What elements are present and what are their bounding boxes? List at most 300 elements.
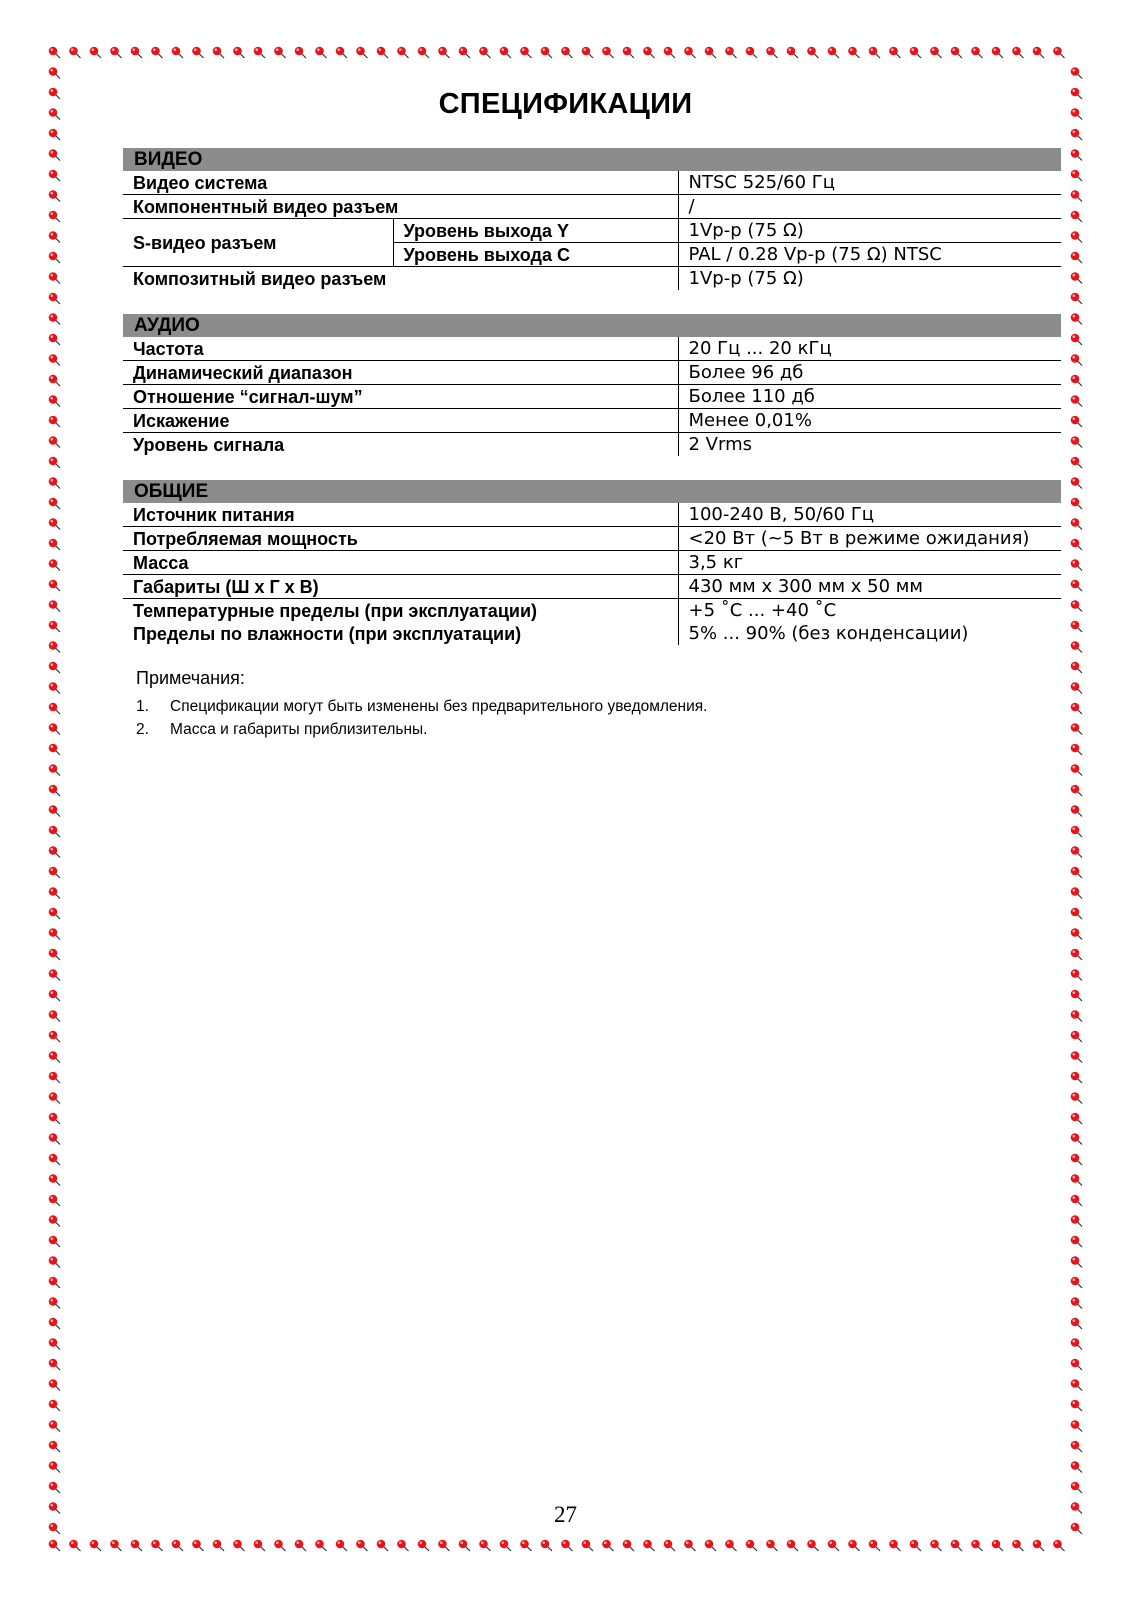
lollipop-icon xyxy=(1071,621,1082,632)
spec-value: / xyxy=(678,195,1061,219)
lollipop-icon xyxy=(1071,129,1082,140)
lollipop-icon xyxy=(1071,1338,1082,1349)
lollipop-icon xyxy=(1071,1072,1082,1083)
lollipop-icon xyxy=(1071,682,1082,693)
lollipop-icon xyxy=(295,47,306,58)
lollipop-icon xyxy=(459,47,470,58)
lollipop-icon xyxy=(377,47,388,58)
lollipop-icon xyxy=(1071,785,1082,796)
lollipop-icon xyxy=(49,1113,60,1124)
lollipop-icon xyxy=(1071,1051,1082,1062)
lollipop-icon xyxy=(1071,641,1082,652)
lollipop-icon xyxy=(49,1031,60,1042)
specifications-table xyxy=(123,148,1061,669)
lollipop-icon xyxy=(889,1540,900,1551)
lollipop-icon xyxy=(49,47,60,58)
lollipop-icon xyxy=(1071,805,1082,816)
lollipop-icon xyxy=(828,1540,839,1551)
table-row xyxy=(123,551,1061,575)
spec-value: 1Vp-p (75 Ω) xyxy=(678,219,1061,243)
lollipop-icon xyxy=(49,723,60,734)
spec-value: 20 Гц ... 20 кГц xyxy=(678,337,1061,361)
lollipop-icon xyxy=(49,149,60,160)
lollipop-icon xyxy=(1071,1379,1082,1390)
lollipop-icon xyxy=(49,949,60,960)
lollipop-icon xyxy=(479,47,490,58)
lollipop-icon xyxy=(49,1277,60,1288)
spec-value: +5 ˚C ... +40 ˚C xyxy=(678,599,1061,623)
lollipop-icon xyxy=(889,47,900,58)
lollipop-icon xyxy=(151,1540,162,1551)
lollipop-icon xyxy=(643,1540,654,1551)
lollipop-icon xyxy=(479,1540,490,1551)
lollipop-icon xyxy=(49,1236,60,1247)
note-number: 2. xyxy=(136,721,149,738)
lollipop-icon xyxy=(971,47,982,58)
section-header-general: ОБЩИЕ xyxy=(123,480,1061,503)
spec-value: 100-240 В, 50/60 Гц xyxy=(678,503,1061,527)
lollipop-icon xyxy=(951,47,962,58)
lollipop-icon xyxy=(254,1540,265,1551)
lollipop-icon xyxy=(1053,1540,1064,1551)
lollipop-icon xyxy=(49,395,60,406)
lollipop-icon xyxy=(520,47,531,58)
lollipop-icon xyxy=(930,47,941,58)
lollipop-icon xyxy=(49,928,60,939)
page-title: СПЕЦИФИКАЦИИ xyxy=(438,88,693,120)
lollipop-icon xyxy=(49,764,60,775)
lollipop-icon xyxy=(49,457,60,468)
lollipop-icon xyxy=(49,1318,60,1329)
lollipop-icon xyxy=(49,498,60,509)
lollipop-icon xyxy=(49,436,60,447)
lollipop-icon xyxy=(69,47,80,58)
lollipop-icon xyxy=(1071,1113,1082,1124)
lollipop-icon xyxy=(110,47,121,58)
lollipop-icon xyxy=(274,1540,285,1551)
lollipop-icon xyxy=(49,1215,60,1226)
lollipop-icon xyxy=(1071,293,1082,304)
lollipop-icon xyxy=(274,47,285,58)
lollipop-icon xyxy=(295,1540,306,1551)
table-row xyxy=(123,385,1061,409)
lollipop-icon xyxy=(192,1540,203,1551)
spec-label: Масса xyxy=(123,551,678,575)
lollipop-icon xyxy=(500,1540,511,1551)
lollipop-icon xyxy=(910,1540,921,1551)
lollipop-icon xyxy=(1071,170,1082,181)
lollipop-icon xyxy=(992,1540,1003,1551)
spec-value: PAL / 0.28 Vp-p (75 Ω) NTSC xyxy=(678,243,1061,267)
lollipop-icon xyxy=(233,47,244,58)
lollipop-icon xyxy=(1071,1195,1082,1206)
table-row xyxy=(123,409,1061,433)
lollipop-icon xyxy=(1071,744,1082,755)
lollipop-icon xyxy=(1071,887,1082,898)
lollipop-icon xyxy=(1071,969,1082,980)
spec-label: Компонентный видео разъем xyxy=(123,195,678,219)
lollipop-icon xyxy=(1071,723,1082,734)
spec-label: Пределы по влажности (при эксплуатации) xyxy=(133,623,522,644)
lollipop-icon xyxy=(213,47,224,58)
lollipop-icon xyxy=(1071,1400,1082,1411)
lollipop-icon xyxy=(356,1540,367,1551)
lollipop-icon xyxy=(1071,477,1082,488)
lollipop-icon xyxy=(1071,211,1082,222)
lollipop-icon xyxy=(397,47,408,58)
lollipop-icon xyxy=(1071,231,1082,242)
lollipop-icon xyxy=(1071,498,1082,509)
lollipop-icon xyxy=(49,559,60,570)
lollipop-icon xyxy=(90,47,101,58)
section-video xyxy=(123,148,1061,290)
lollipop-icon xyxy=(787,47,798,58)
lollipop-icon xyxy=(110,1540,121,1551)
lollipop-icon xyxy=(49,846,60,857)
table-row xyxy=(123,503,1061,527)
lollipop-icon xyxy=(49,1461,60,1472)
lollipop-icon xyxy=(1071,703,1082,714)
lollipop-icon xyxy=(1071,313,1082,324)
table-row xyxy=(123,361,1061,385)
spec-sublabel: Уровень выхода C xyxy=(393,243,678,267)
lollipop-icon xyxy=(1053,47,1064,58)
lollipop-icon xyxy=(582,47,593,58)
lollipop-icon xyxy=(848,1540,859,1551)
lollipop-icon xyxy=(49,1051,60,1062)
lollipop-icon xyxy=(49,231,60,242)
table-row xyxy=(123,575,1061,599)
lollipop-icon xyxy=(49,1010,60,1021)
spec-label: Габариты (Ш x Г x В) xyxy=(123,575,678,599)
lollipop-icon xyxy=(49,354,60,365)
lollipop-icon xyxy=(49,641,60,652)
lollipop-icon xyxy=(1071,416,1082,427)
lollipop-icon xyxy=(684,1540,695,1551)
lollipop-icon xyxy=(1071,395,1082,406)
section-audio xyxy=(123,314,1061,456)
section-header-video: ВИДЕО xyxy=(123,148,1061,171)
table-row xyxy=(123,195,1061,219)
section-header-audio: АУДИО xyxy=(123,314,1061,337)
lollipop-icon xyxy=(992,47,1003,58)
lollipop-icon xyxy=(49,1195,60,1206)
lollipop-icon xyxy=(49,313,60,324)
lollipop-icon xyxy=(49,580,60,591)
spec-value: <20 Вт (~5 Вт в режиме ожидания) xyxy=(678,527,1061,551)
lollipop-icon xyxy=(49,682,60,693)
lollipop-icon xyxy=(623,47,634,58)
lollipop-icon xyxy=(1071,1441,1082,1452)
lollipop-icon xyxy=(213,1540,224,1551)
lollipop-icon xyxy=(766,47,777,58)
lollipop-icon xyxy=(1033,1540,1044,1551)
spec-label: Потребляемая мощность xyxy=(123,527,678,551)
lollipop-icon xyxy=(49,785,60,796)
lollipop-icon xyxy=(1071,1236,1082,1247)
lollipop-icon xyxy=(971,1540,982,1551)
lollipop-icon xyxy=(377,1540,388,1551)
lollipop-icon xyxy=(49,1092,60,1103)
lollipop-icon xyxy=(623,1540,634,1551)
lollipop-icon xyxy=(315,47,326,58)
table-row xyxy=(123,622,1061,645)
lollipop-icon xyxy=(1071,272,1082,283)
spec-label: Композитный видео разъем xyxy=(133,268,387,289)
lollipop-icon xyxy=(418,47,429,58)
lollipop-icon xyxy=(438,47,449,58)
lollipop-icon xyxy=(397,1540,408,1551)
lollipop-icon xyxy=(90,1540,101,1551)
table-row xyxy=(123,599,1061,623)
lollipop-icon xyxy=(1071,375,1082,386)
lollipop-icon xyxy=(1071,252,1082,263)
lollipop-icon xyxy=(49,1420,60,1431)
notes xyxy=(136,668,1036,741)
spec-value: 5% ... 90% (без конденсации) xyxy=(678,622,1061,645)
section-general xyxy=(123,480,1061,645)
lollipop-icon xyxy=(438,1540,449,1551)
spec-label: Источник питания xyxy=(123,503,678,527)
lollipop-icon xyxy=(1071,1215,1082,1226)
lollipop-icon xyxy=(1071,1010,1082,1021)
lollipop-icon xyxy=(643,47,654,58)
lollipop-icon xyxy=(1012,47,1023,58)
lollipop-icon xyxy=(336,47,347,58)
spec-label: Частота xyxy=(123,337,678,361)
lollipop-icon xyxy=(69,1540,80,1551)
lollipop-icon xyxy=(1033,47,1044,58)
lollipop-icon xyxy=(315,1540,326,1551)
lollipop-icon xyxy=(1071,1092,1082,1103)
lollipop-icon xyxy=(1071,826,1082,837)
lollipop-icon xyxy=(49,867,60,878)
lollipop-icon xyxy=(49,1540,60,1551)
lollipop-icon xyxy=(49,293,60,304)
spec-value: Более 96 дб xyxy=(678,361,1061,385)
lollipop-icon xyxy=(172,47,183,58)
lollipop-icon xyxy=(541,47,552,58)
spec-value: NTSC 525/60 Гц xyxy=(678,171,1061,195)
lollipop-icon xyxy=(561,1540,572,1551)
spec-value: Менее 0,01% xyxy=(678,409,1061,433)
lollipop-icon xyxy=(49,67,60,78)
lollipop-icon xyxy=(336,1540,347,1551)
lollipop-icon xyxy=(49,1441,60,1452)
lollipop-icon xyxy=(1071,457,1082,468)
spec-label: Искажение xyxy=(123,409,678,433)
lollipop-icon xyxy=(49,334,60,345)
lollipop-icon xyxy=(1071,908,1082,919)
spec-label: Уровень сигнала xyxy=(133,434,285,455)
table-row xyxy=(123,171,1061,195)
lollipop-icon xyxy=(705,1540,716,1551)
spec-label: S-видео разъем xyxy=(123,219,393,267)
lollipop-icon xyxy=(49,1482,60,1493)
lollipop-icon xyxy=(828,47,839,58)
lollipop-icon xyxy=(49,990,60,1001)
lollipop-icon xyxy=(49,416,60,427)
lollipop-icon xyxy=(1071,928,1082,939)
spec-value: 430 мм x 300 мм x 50 мм xyxy=(678,575,1061,599)
notes-title: Примечания: xyxy=(136,668,245,688)
lollipop-icon xyxy=(151,47,162,58)
lollipop-icon xyxy=(602,1540,613,1551)
lollipop-icon xyxy=(746,47,757,58)
lollipop-icon xyxy=(1071,990,1082,1001)
lollipop-icon xyxy=(582,1540,593,1551)
lollipop-icon xyxy=(766,1540,777,1551)
lollipop-icon xyxy=(254,47,265,58)
lollipop-icon xyxy=(1071,436,1082,447)
lollipop-icon xyxy=(49,1154,60,1165)
spec-label: Видео система xyxy=(123,171,678,195)
lollipop-icon xyxy=(1071,67,1082,78)
lollipop-icon xyxy=(49,703,60,714)
lollipop-icon xyxy=(49,744,60,755)
lollipop-icon xyxy=(1071,518,1082,529)
spec-sublabel: Уровень выхода Y xyxy=(393,219,678,243)
lollipop-icon xyxy=(541,1540,552,1551)
lollipop-icon xyxy=(1071,334,1082,345)
lollipop-icon xyxy=(1071,1133,1082,1144)
lollipop-icon xyxy=(664,47,675,58)
lollipop-icon xyxy=(725,1540,736,1551)
lollipop-icon xyxy=(1071,190,1082,201)
lollipop-icon xyxy=(131,1540,142,1551)
lollipop-icon xyxy=(192,47,203,58)
lollipop-icon xyxy=(49,1297,60,1308)
lollipop-icon xyxy=(500,47,511,58)
spec-value: Более 110 дб xyxy=(678,385,1061,409)
lollipop-icon xyxy=(1071,1277,1082,1288)
lollipop-icon xyxy=(1071,846,1082,857)
lollipop-icon xyxy=(49,1359,60,1370)
lollipop-icon xyxy=(1071,1420,1082,1431)
spec-value: 2 Vrms xyxy=(678,433,1061,457)
spec-label: Динамический диапазон xyxy=(123,361,678,385)
lollipop-icon xyxy=(49,621,60,632)
lollipop-icon xyxy=(520,1540,531,1551)
lollipop-icon xyxy=(49,908,60,919)
lollipop-icon xyxy=(1071,1297,1082,1308)
table-row xyxy=(123,267,1061,291)
lollipop-icon xyxy=(49,969,60,980)
lollipop-icon xyxy=(1071,559,1082,570)
lollipop-icon xyxy=(49,1072,60,1083)
note-number: 1. xyxy=(136,698,149,715)
lollipop-icon xyxy=(848,47,859,58)
lollipop-icon xyxy=(705,47,716,58)
lollipop-icon xyxy=(49,1133,60,1144)
lollipop-icon xyxy=(807,1540,818,1551)
lollipop-icon xyxy=(787,1540,798,1551)
lollipop-icon xyxy=(602,47,613,58)
lollipop-icon xyxy=(746,1540,757,1551)
lollipop-icon xyxy=(1071,1482,1082,1493)
lollipop-icon xyxy=(49,805,60,816)
lollipop-icon xyxy=(930,1540,941,1551)
page-number: 27 xyxy=(554,1502,577,1527)
table-row xyxy=(123,219,1061,243)
lollipop-icon xyxy=(49,272,60,283)
lollipop-icon xyxy=(1071,1154,1082,1165)
lollipop-icon xyxy=(1071,1318,1082,1329)
lollipop-icon xyxy=(49,1338,60,1349)
lollipop-icon xyxy=(1071,354,1082,365)
lollipop-icon xyxy=(49,252,60,263)
lollipop-icon xyxy=(1071,149,1082,160)
lollipop-icon xyxy=(1071,1256,1082,1267)
lollipop-icon xyxy=(49,826,60,837)
lollipop-icon xyxy=(459,1540,470,1551)
lollipop-icon xyxy=(910,47,921,58)
spec-value: 1Vp-p (75 Ω) xyxy=(678,267,1061,291)
lollipop-icon xyxy=(561,47,572,58)
lollipop-icon xyxy=(49,190,60,201)
table-row xyxy=(123,337,1061,361)
lollipop-icon xyxy=(684,47,695,58)
lollipop-icon xyxy=(1071,1461,1082,1472)
lollipop-icon xyxy=(1071,1174,1082,1185)
list-item xyxy=(136,695,1036,718)
lollipop-icon xyxy=(49,129,60,140)
lollipop-icon xyxy=(49,375,60,386)
lollipop-icon xyxy=(356,47,367,58)
lollipop-icon xyxy=(1071,1031,1082,1042)
note-text: Спецификации могут быть изменены без предварительного уведомления. xyxy=(170,698,708,715)
table-row xyxy=(123,527,1061,551)
lollipop-icon xyxy=(664,1540,675,1551)
spec-label: Температурные пределы (при эксплуатации) xyxy=(133,600,538,621)
lollipop-icon xyxy=(1071,949,1082,960)
lollipop-icon xyxy=(1012,1540,1023,1551)
lollipop-icon xyxy=(951,1540,962,1551)
spec-value: 3,5 кг xyxy=(678,551,1061,575)
lollipop-icon xyxy=(131,47,142,58)
lollipop-icon xyxy=(49,1400,60,1411)
lollipop-icon xyxy=(49,887,60,898)
lollipop-icon xyxy=(1071,867,1082,878)
lollipop-icon xyxy=(49,1256,60,1267)
table-row xyxy=(123,433,1061,457)
lollipop-icon xyxy=(49,477,60,488)
lollipop-icon xyxy=(49,211,60,222)
lollipop-icon xyxy=(49,518,60,529)
list-item xyxy=(136,718,1036,741)
lollipop-icon xyxy=(1071,580,1082,591)
lollipop-icon xyxy=(807,47,818,58)
lollipop-icon xyxy=(172,1540,183,1551)
lollipop-icon xyxy=(418,1540,429,1551)
lollipop-icon xyxy=(869,47,880,58)
lollipop-icon xyxy=(49,662,60,673)
lollipop-icon xyxy=(1071,600,1082,611)
lollipop-icon xyxy=(49,170,60,181)
lollipop-icon xyxy=(1071,764,1082,775)
lollipop-icon xyxy=(49,600,60,611)
lollipop-icon xyxy=(49,1174,60,1185)
lollipop-icon xyxy=(725,47,736,58)
lollipop-icon xyxy=(1071,539,1082,550)
lollipop-icon xyxy=(233,1540,244,1551)
lollipop-icon xyxy=(49,1379,60,1390)
note-text: Масса и габариты приблизительны. xyxy=(170,721,428,738)
lollipop-icon xyxy=(1071,1359,1082,1370)
spec-label: Отношение “сигнал-шум” xyxy=(123,385,678,409)
lollipop-icon xyxy=(1071,662,1082,673)
lollipop-icon xyxy=(869,1540,880,1551)
